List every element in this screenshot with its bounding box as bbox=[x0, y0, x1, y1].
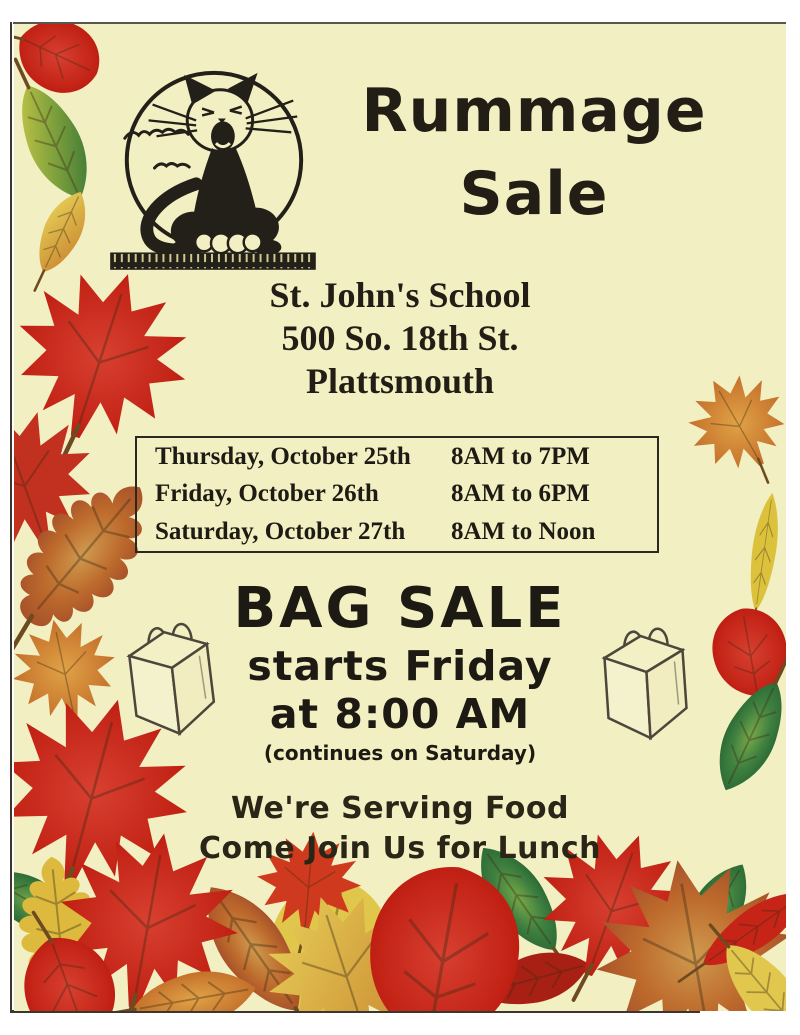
location-street: 500 So. 18th St. bbox=[281, 318, 519, 358]
scan-edge-left bbox=[10, 22, 12, 1013]
schedule-row bbox=[137, 438, 657, 476]
schedule-box bbox=[135, 436, 659, 553]
schedule-day: Friday, October 26th bbox=[155, 480, 379, 508]
schedule-time: 8AM to 6PM bbox=[451, 480, 590, 508]
bag-sale-note: (continues on Saturday) bbox=[263, 741, 537, 765]
bag-sale-heading: BAG SALE bbox=[233, 576, 567, 641]
title-line-2: Sale bbox=[459, 159, 609, 229]
title-line-1: Rummage bbox=[361, 76, 707, 146]
bat-silhouette-icon bbox=[155, 164, 190, 168]
schedule-day: Saturday, October 27th bbox=[155, 518, 406, 546]
location-block bbox=[14, 274, 786, 403]
bag-sale-detail-1: starts Friday bbox=[247, 642, 553, 690]
flyer-content bbox=[14, 24, 786, 1011]
food-block bbox=[14, 789, 786, 869]
woven-mat-icon bbox=[111, 253, 315, 269]
schedule-time: 8AM to Noon bbox=[451, 518, 596, 546]
schedule-table bbox=[137, 438, 657, 551]
yowling-black-cat-illustration bbox=[103, 62, 321, 272]
bag-sale-detail-2: at 8:00 AM bbox=[269, 690, 531, 738]
schedule-day: Thursday, October 25th bbox=[155, 442, 411, 470]
schedule-row bbox=[137, 476, 657, 514]
rummage-sale-flyer bbox=[14, 24, 786, 1011]
schedule-row bbox=[137, 513, 657, 551]
flyer-title bbox=[344, 70, 724, 236]
location-name: St. John's School bbox=[269, 275, 531, 315]
food-line-1: We're Serving Food bbox=[231, 791, 569, 826]
bag-sale-block bbox=[14, 576, 786, 768]
location-city: Plattsmouth bbox=[306, 361, 494, 401]
schedule-time: 8AM to 7PM bbox=[451, 442, 590, 470]
food-line-2: Come Join Us for Lunch bbox=[198, 831, 602, 866]
